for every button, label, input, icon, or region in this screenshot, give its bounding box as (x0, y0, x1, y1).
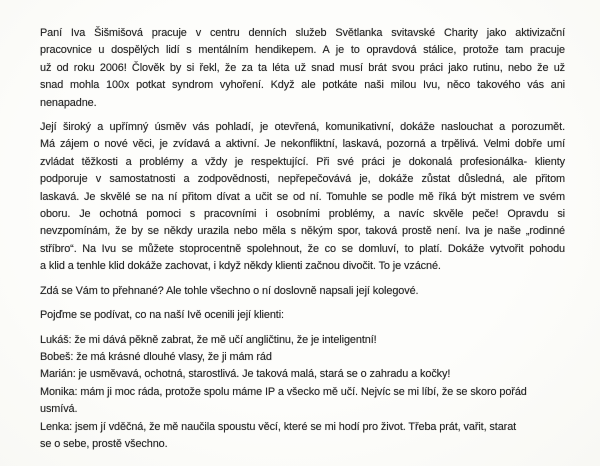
paragraph (40, 283, 565, 300)
paragraph (40, 119, 565, 276)
text-line: zvládat těžkosti a problémy a vždy je respektující. Při své práci je dokonalá profesionálka- klienty (40, 155, 565, 168)
text-line: už od roku 2006! Člověk by si řekl, že za ta léta už snad musí brát svou práci jako rutinu, nebo že už (40, 61, 565, 74)
text-line: Lukáš: že mi dává pěkně zabrat, že mě učí angličtinu, že je inteligentní! (40, 333, 377, 346)
paragraph (40, 307, 565, 324)
document-text (40, 25, 565, 453)
text-line: oboru. Je ochotná pomoci s pracovními i osobními problémy, a navíc skvěle peče! Opravdu si (40, 208, 565, 221)
text-line: Bobeš: že má krásné dlouhé vlasy, že ji mám rád (40, 350, 272, 363)
text-line: Monika: mám ji moc ráda, protože spolu máme IP a všecko mě učí. Nejvíc se mi líbí, že se skoro pořád (40, 385, 527, 398)
text-line: se o sebe, prostě všechno. (40, 437, 168, 450)
text-line: stříbro“. Na Ivu se můžete stoprocentně spolehnout, že co se domluví, to platí. Dokáže vytvořit pohodu (40, 242, 565, 255)
paragraph (40, 332, 565, 454)
text-line: Její široký a upřímný úsměv vás pohladí, je otevřená, komunikativní, dokáže naslouchat a porozumět. (40, 121, 565, 134)
paragraph (40, 25, 565, 112)
text-line: Má zájem o nové věci, je zvídavá a aktivní. Je nekonfliktní, laskavá, pozorná a trpělivá. Velmi dobře umí (40, 138, 565, 151)
text-line: snad mohla 100x potkat syndrom vyhoření. Když ale potkáte naši milou Ivu, něco takového vás ani (40, 79, 565, 92)
text-line: Zdá se Vám to přehnané? Ale tohle všechno o ní doslovně napsali její kolegové. (40, 284, 419, 297)
text-line: podporuje v samostatnosti a zodpovědnosti, nepřepečovává je, dokáže zůstat důsledná, ale přitom (40, 173, 565, 186)
text-line: Lenka: jsem jí vděčná, že mě naučila spoustu věcí, které se mi hodí pro život. Třeba prát, vařit, starat (40, 420, 517, 433)
text-line: Pojďme se podívat, co na naší Ivě ocenili její klienti: (40, 309, 284, 322)
text-line: nevzpomínám, že by se někdy urazila nebo měla s někým spor, taková prostě není. Iva je naše „rodinné (40, 225, 565, 238)
text-line: Marián: je usměvavá, ochotná, starostlivá. Je taková malá, stará se o zahradu a kočky! (40, 368, 451, 381)
text-line: laskavá. Je skvělé se na ní přitom dívat a učit se od ní. Tomuhle se podle mě říká být mistrem ve svém (40, 190, 565, 203)
text-line: pracovnice u dospělých lidí s mentálním hendikepem. A je to opravdová stálice, protože tam pracuje (40, 44, 565, 57)
text-line: nenapadne. (40, 96, 97, 109)
text-line: usmívá. (40, 403, 78, 416)
text-line: a klid a tenhle klid dokáže zachovat, i když někdy klienti začnou divočit. To je vzácné. (40, 260, 441, 273)
text-line: Paní Iva Šišmišová pracuje v centru denních služeb Světlanka svitavské Charity jako aktivizační (40, 27, 565, 39)
